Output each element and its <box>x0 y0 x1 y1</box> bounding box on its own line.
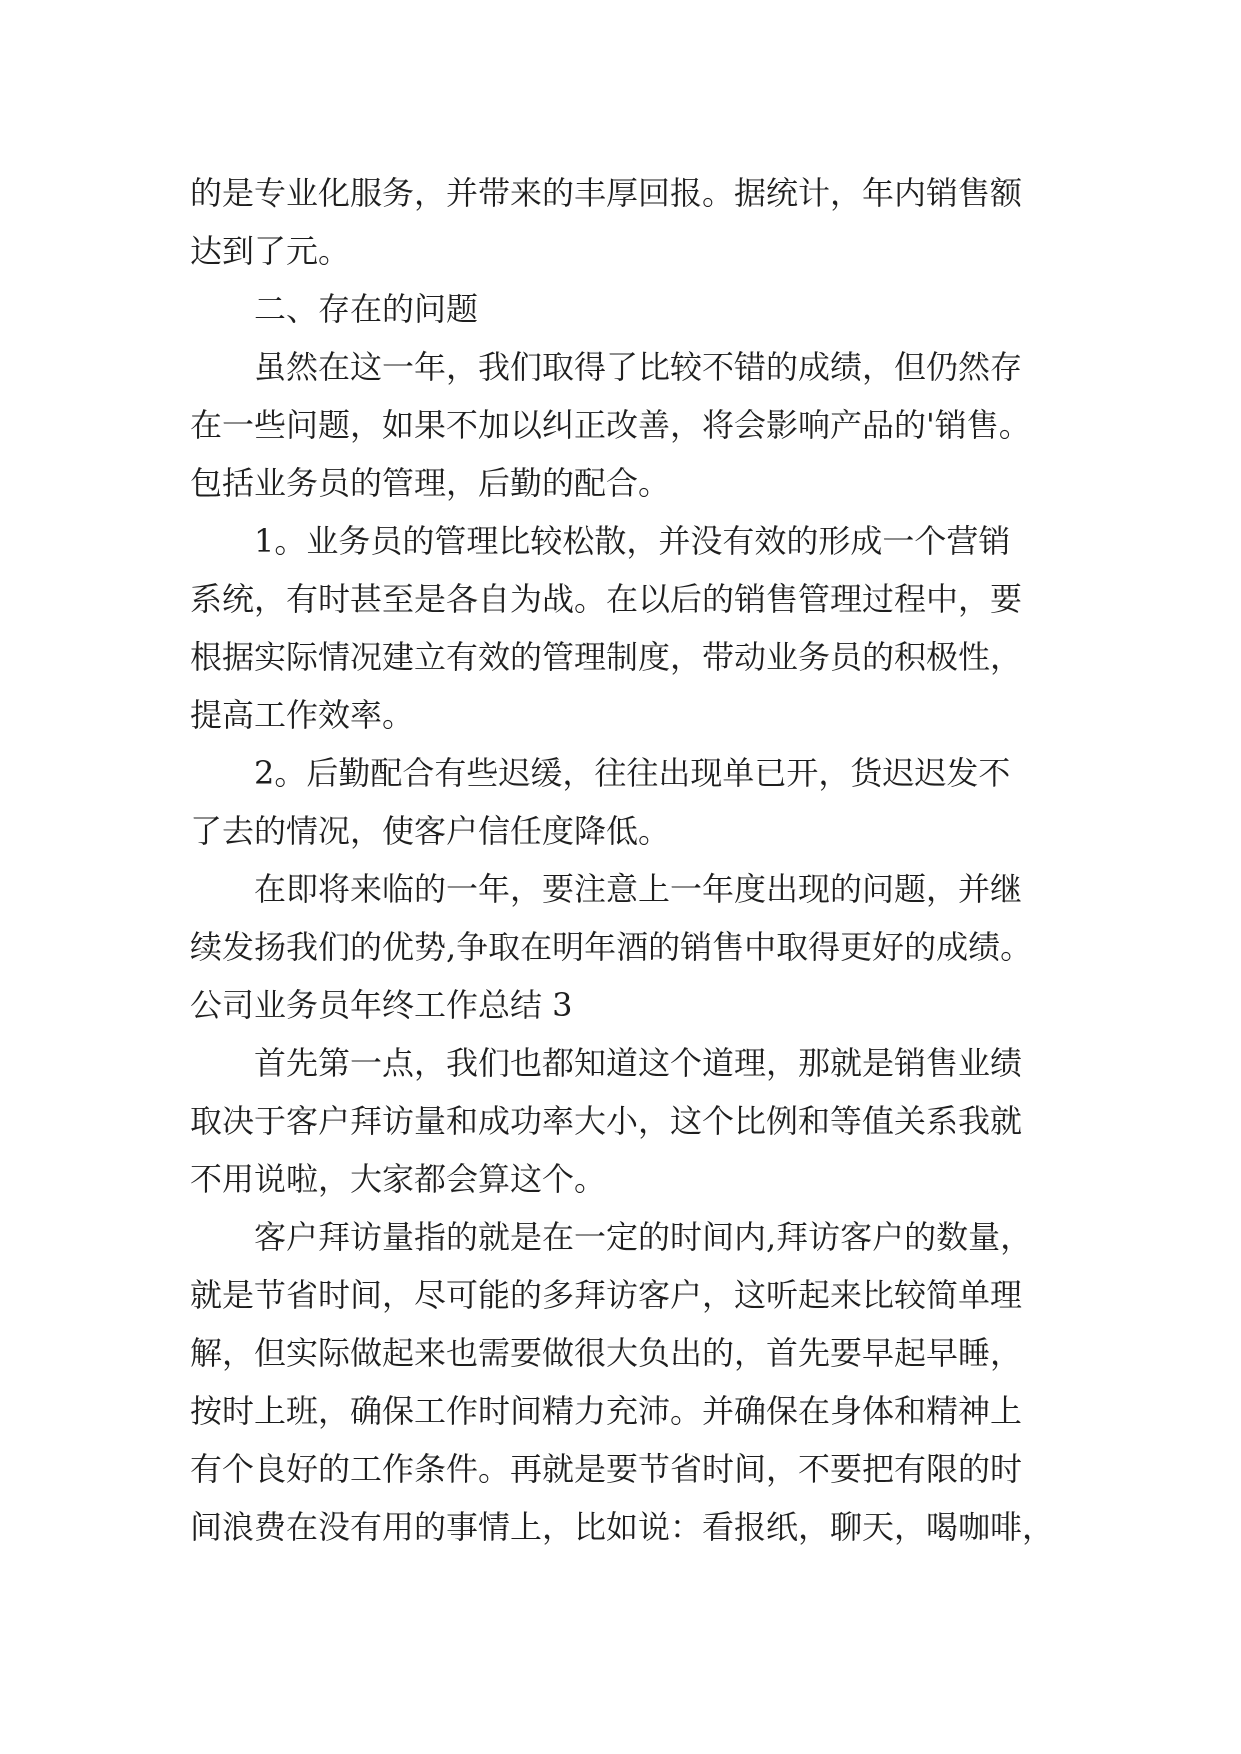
text-line: 不用说啦，大家都会算这个。 <box>190 1160 607 1198</box>
text-line: 首先第一点，我们也都知道这个道理，那就是销售业绩 <box>254 1044 1023 1082</box>
text-line: 取决于客户拜访量和成功率大小，这个比例和等值关系我就 <box>190 1102 1023 1140</box>
section-heading: 二、存在的问题 <box>254 290 479 328</box>
text-line: 虽然在这一年，我们取得了比较不错的成绩，但仍然存 <box>254 348 1023 386</box>
text-line: 在即将来临的一年，要注意上一年度出现的问题，并继 <box>254 870 1023 908</box>
text-line: 系统，有时甚至是各自为战。在以后的销售管理过程中，要 <box>190 580 1023 618</box>
text-line: 客户拜访量指的就是在一定的时间内,拜访客户的数量， <box>254 1218 1033 1256</box>
text-line: 的是专业化服务，并带来的丰厚回报。据统计，年内销售额 <box>190 174 1023 212</box>
text-line: 续发扬我们的优势,争取在明年酒的销售中取得更好的成绩。 <box>190 928 1033 966</box>
text-line: 按时上班，确保工作时间精力充沛。并确保在身体和精神上 <box>190 1392 1023 1430</box>
text-line: 就是节省时间，尽可能的多拜访客户，这听起来比较简单理 <box>190 1276 1023 1314</box>
text-line: 达到了元。 <box>190 232 351 270</box>
section-title: 公司业务员年终工作总结 3 <box>190 986 573 1024</box>
list-item: 2。后勤配合有些迟缓，往往出现单已开，货迟迟发不 <box>254 754 1011 792</box>
text-line: 间浪费在没有用的事情上，比如说：看报纸，聊天，喝咖啡， <box>190 1508 1055 1546</box>
text-line: 包括业务员的管理，后勤的配合。 <box>190 464 671 502</box>
text-line: 解，但实际做起来也需要做很大负出的，首先要早起早睡， <box>190 1334 1023 1372</box>
text-line: 有个良好的工作条件。再就是要节省时间，不要把有限的时 <box>190 1450 1023 1488</box>
text-line: 根据实际情况建立有效的管理制度，带动业务员的积极性， <box>190 638 1023 676</box>
text-line: 在一些问题，如果不加以纠正改善，将会影响产品的'销售。 <box>190 406 1031 444</box>
text-line: 了去的情况，使客户信任度降低。 <box>190 812 671 850</box>
list-item: 1。业务员的管理比较松散，并没有效的形成一个营销 <box>254 522 1011 560</box>
text-line: 提高工作效率。 <box>190 696 415 734</box>
